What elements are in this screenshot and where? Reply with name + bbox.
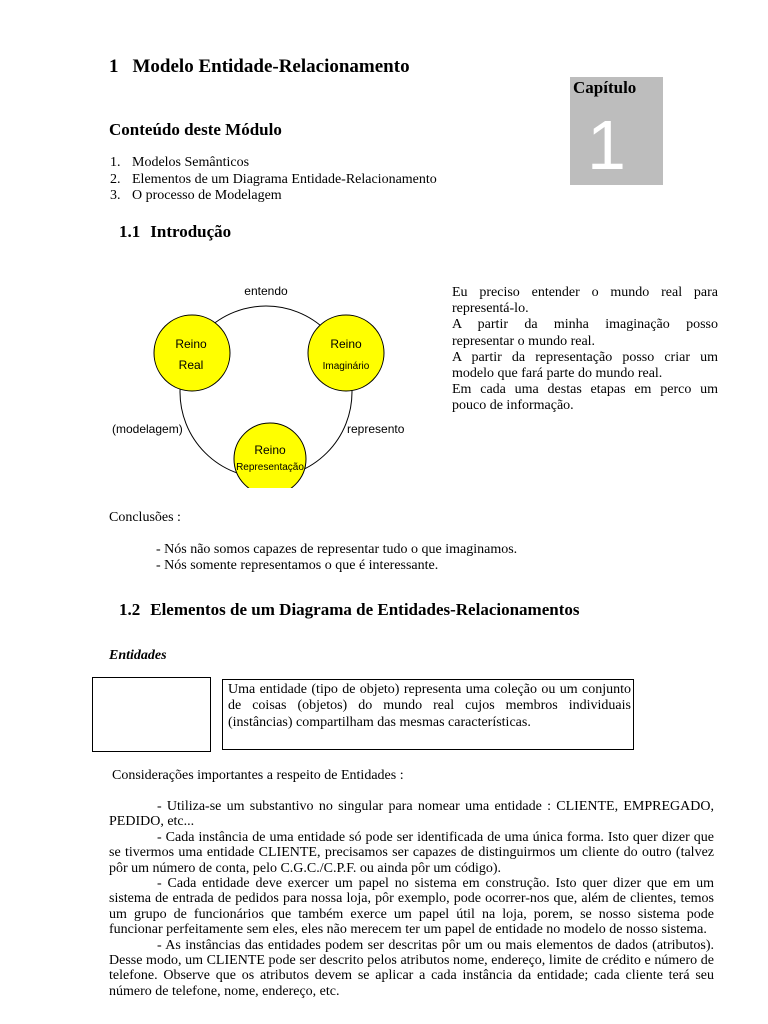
consideration-paragraph: - Utiliza-se um substantivo no singular para nomear uma entidade : CLIENTE, EMPREGADO, PEDIDO, etc... <box>109 799 714 830</box>
conclusion-item: - Nós somente representamos o que é interessante. <box>156 558 439 573</box>
reino-real-label-1: Reino <box>175 337 207 351</box>
intro-paragraph: A partir da representação posso criar um modelo que fará parte do mundo real. <box>452 349 718 382</box>
contents-heading: Conteúdo deste Módulo <box>109 120 282 139</box>
reino-imaginario-label-2: Imaginário <box>322 361 370 372</box>
conclusions-label: Conclusões : <box>109 510 181 525</box>
label-represento: represento <box>347 422 405 436</box>
chapter-box-number: 1 <box>587 106 626 184</box>
entity-symbol <box>92 677 211 752</box>
conclusion-item: - Nós não somos capazes de representar tudo o que imaginamos. <box>156 542 518 557</box>
contents-list <box>110 155 437 205</box>
label-modelagem: (modelagem) <box>112 422 183 436</box>
section-heading-elementos: 1.2 Elementos de um Diagrama de Entidades-Relacionamentos <box>119 600 580 619</box>
considerations-text <box>109 799 714 999</box>
reino-imaginario-label-1: Reino <box>330 337 362 351</box>
reinos-diagram <box>100 278 420 488</box>
chapter-title-text: Modelo Entidade-Relacionamento <box>132 56 410 77</box>
label-entendo: entendo <box>244 284 288 298</box>
list-item: 2. Elementos de um Diagrama Entidade-Relacionamento <box>110 171 437 187</box>
list-item: 1. Modelos Semânticos <box>110 155 250 170</box>
reino-imaginario-circle <box>308 315 384 391</box>
entity-definition-box: Uma entidade (tipo de objeto) representa uma coleção ou um conjunto de coisas (objetos) do mundo real cujos membros individuais (instâncias) compartilham das mesmas características. <box>222 679 634 750</box>
intro-text <box>452 285 718 415</box>
chapter-title-number: 1 <box>109 56 119 77</box>
chapter-box-label: Capítulo <box>573 78 637 97</box>
consideration-paragraph: - As instâncias das entidades podem ser descritas pôr um ou mais elementos de dados (atributos). Desse modo, um CLIENTE pode ser descrito pelos atributos nome, endereço, limite de crédito e número de telefone. Observe que os atributos devem se aplicar a cada instância da entidade; cada cliente terá seu número de telefone, nome, endereço, etc. <box>109 937 714 999</box>
reino-real-circle <box>154 315 230 391</box>
reino-real-label-2: Real <box>178 358 204 372</box>
intro-paragraph: A partir da minha imaginação posso representar o mundo real. <box>452 317 718 349</box>
reino-representacao-label-1: Reino <box>254 443 286 457</box>
intro-paragraph: Eu preciso entender o mundo real para representá-lo. <box>452 285 718 317</box>
chapter-title <box>109 56 410 78</box>
section-heading-introduction: 1.1 Introdução <box>119 222 232 241</box>
consideration-paragraph: - Cada instância de uma entidade só pode ser identificada de uma única forma. Isto quer dizer que se tivermos uma entidade CLIENTE, precisamos ser capazes de distinguirmos um cliente do outro (talvez pôr um número de conta, pelo C.G.C./C.P.F. ou ainda pôr um código). <box>109 829 714 876</box>
considerations-heading: Considerações importantes a respeito de Entidades : <box>112 768 404 783</box>
list-item: 3. O processo de Modelagem <box>110 188 282 203</box>
entities-heading: Entidades <box>109 648 167 663</box>
consideration-paragraph: - Cada entidade deve exercer um papel no sistema em construção. Isto quer dizer que em um sistema de entrada de pedidos para nossa loja, pôr exemplo, pode ocorrer-nos que, além de clientes, temos um grupo de funcionários que também exerce um papel útil na loja, porem, se nosso sistema pode funcionar perfeitamente sem eles, eles não merecem ter um papel de entidade no modelo de nosso sistema. <box>109 876 714 938</box>
intro-paragraph: Em cada uma destas etapas em perco um pouco de informação. <box>452 382 718 414</box>
reino-representacao-label-2: Representação <box>236 462 304 473</box>
